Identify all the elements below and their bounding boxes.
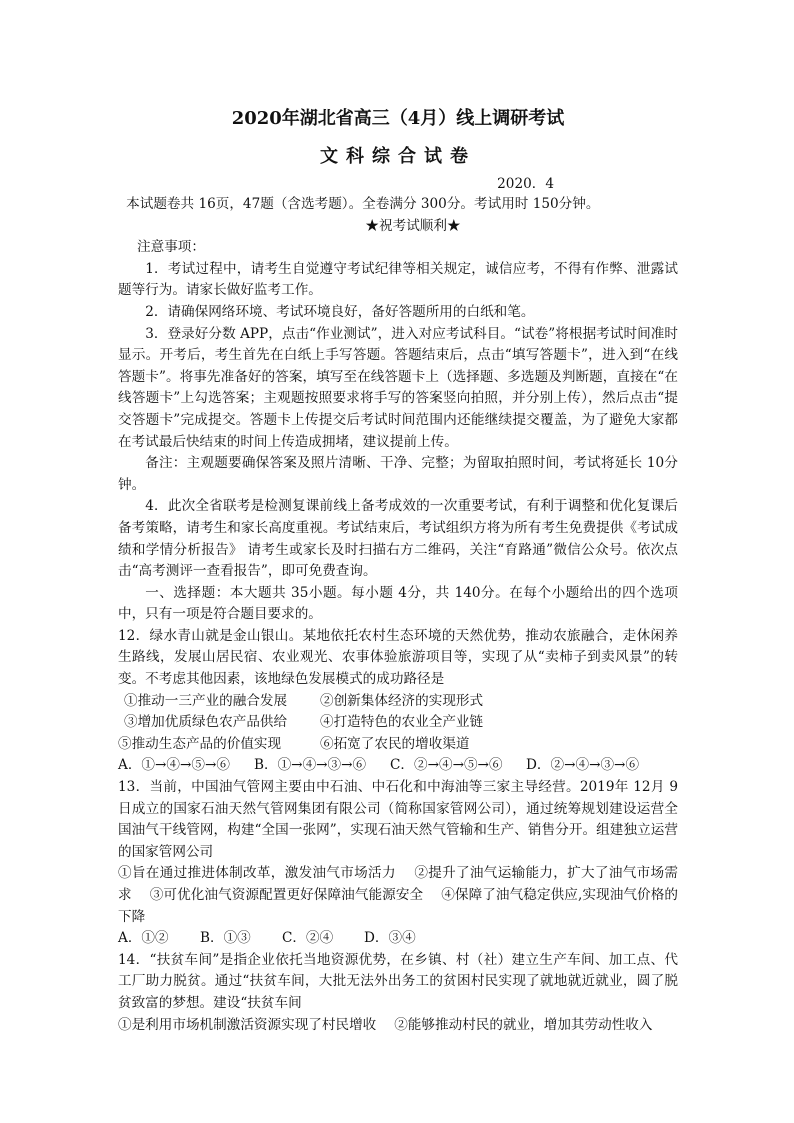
option-item: ②创新集体经济的实现形式 (320, 692, 484, 709)
exam-subtitle: 文科综合试卷 (320, 146, 476, 167)
exam-page (118, 100, 678, 1036)
option-item: ⑤推动生态产品的价值实现 (118, 735, 282, 752)
option-item: ⑥拓宽了农民的增收渠道 (320, 735, 470, 752)
answer-choice: C．②④ (282, 930, 334, 947)
notes-heading: 注意事项： (137, 239, 205, 256)
section-heading: 一、选择题：本大题共 35小题。每小题 4分，共 140分。在每个小题给出的四个选项中，只有一项是符合题目要求的。 (118, 584, 678, 623)
exam-intro: 本试题卷共 16页，47题（含选考题）。全卷满分 300分。考试用时 150分钟。 (126, 196, 600, 212)
option-row (118, 691, 678, 713)
answer-choices (118, 928, 678, 950)
option-item: ③增加优质绿色农产品供给 (124, 714, 288, 731)
option-row (118, 734, 678, 756)
note-item: 2．请确保网络环境、考试环境良好，备好答题所用的白纸和笔。 (145, 303, 535, 320)
question-options: ①旨在通过推进体制改革，激发油气市场活力 ②提升了油气运输能力，扩大了油气市场需求 ③可优化油气资源配置更好保障油气能源安全 ④保障了油气稳定供应,实现油气价格的下降 (118, 865, 678, 925)
answer-choices (118, 755, 678, 777)
answer-choice: A．①② (118, 930, 169, 947)
note-item: 备注：主观题要确保答案及照片清晰、干净、完整；为留取拍照时间，考试将延长 10分钟。 (118, 455, 678, 493)
answer-choice: D．③④ (364, 930, 416, 947)
answer-choice: B．①③ (200, 930, 251, 947)
answer-choice: A．①→④→⑤→⑥ (118, 757, 230, 774)
answer-choice: D．②→④→③→⑥ (526, 757, 640, 774)
question-stem: 12．绿水青山就是金山银山。某地依托农村生态环境的天然优势，推动农旅融合，走休闲养生路线，发展山居民宿、农业观光、农事体验旅游项目等，实现了从“卖柿子到卖风景”的转变。不考虑其他因素，该地绿色发展模式的成功路径是 (118, 627, 678, 688)
exam-date: 2020．4 (497, 176, 554, 192)
exam-title: 2020年湖北省高三（4月）线上调研考试 (231, 108, 565, 129)
blessing: ★祝考试顺利★ (365, 217, 461, 234)
note-item: 4．此次全省联考是检测复课前线上备考成效的一次重要考试，有利于调整和优化复课后备考策略，请考生和家长高度重视。考试结束后，考试组织方将为所有考生免费提供《考试成绩和学情分析报告》 请考生或家长及时扫描右方二维码，关注“育路通”微信公众号。依次点击“高考测评一查看报告”，即可免费查询。 (118, 498, 678, 580)
option-item: ④打造特色的农业全产业链 (320, 714, 484, 731)
question-stem: 13．当前，中国油气管网主要由中石油、中石化和中海油等三家主导经营。2019年 12月 9日成立的国家石油天然气管网集团有限公司（简称国家管网公司），通过统筹规划建设运营全国油气干线管网，构建“全国一张网”，实现石油天然气管输和生产、销售分开。组建独立运营的国家管网公司 (118, 779, 678, 860)
answer-choice: B．①→④→③→⑥ (254, 757, 367, 774)
note-item: 1．考试过程中，请考生自觉遵守考试纪律等相关规定，诚信应考，不得有作弊、泄露试题等行为。请家长做好监考工作。 (118, 260, 678, 299)
note-item: 3．登录好分数 APP，点击“作业测试”，进入对应考试科目。“试卷”将根据考试时间准时显示。开考后，考生首先在白纸上手写答题。答题结束后，点击“填写答题卡”，进入到“在线答题卡”。将事先准备好的答案，填写至在线答题卡上（选择题、多选题及判断题，直接在“在线答题卡”上勾选答案；主观题按照要求将手写的答案竖向拍照，并分别上传），然后点击“提交答题卡”完成提交。答题卡上传提交后考试时间范围内还能继续提交覆盖，为了避免大家都在考试最后快结束的时间上传造成拥堵，建议提前上传。 (118, 325, 678, 450)
question-stem: 14．“扶贫车间”是指企业依托当地资源优势，在乡镇、村（社）建立生产车间、加工点、代工厂助力脱贫。通过“扶贫车间，大批无法外出务工的贫困村民实现了就地就近就业，圆了脱贫致富的梦想。建设“扶贫车间 (118, 951, 678, 1011)
option-item: ①推动一三产业的融合发展 (124, 692, 288, 709)
question-options: ①是利用市场机制激活资源实现了村民增收 ②能够推动村民的就业，增加其劳动性收入 (118, 1016, 653, 1033)
answer-choice: C．②→④→⑤→⑥ (390, 757, 503, 774)
option-row (118, 712, 678, 734)
